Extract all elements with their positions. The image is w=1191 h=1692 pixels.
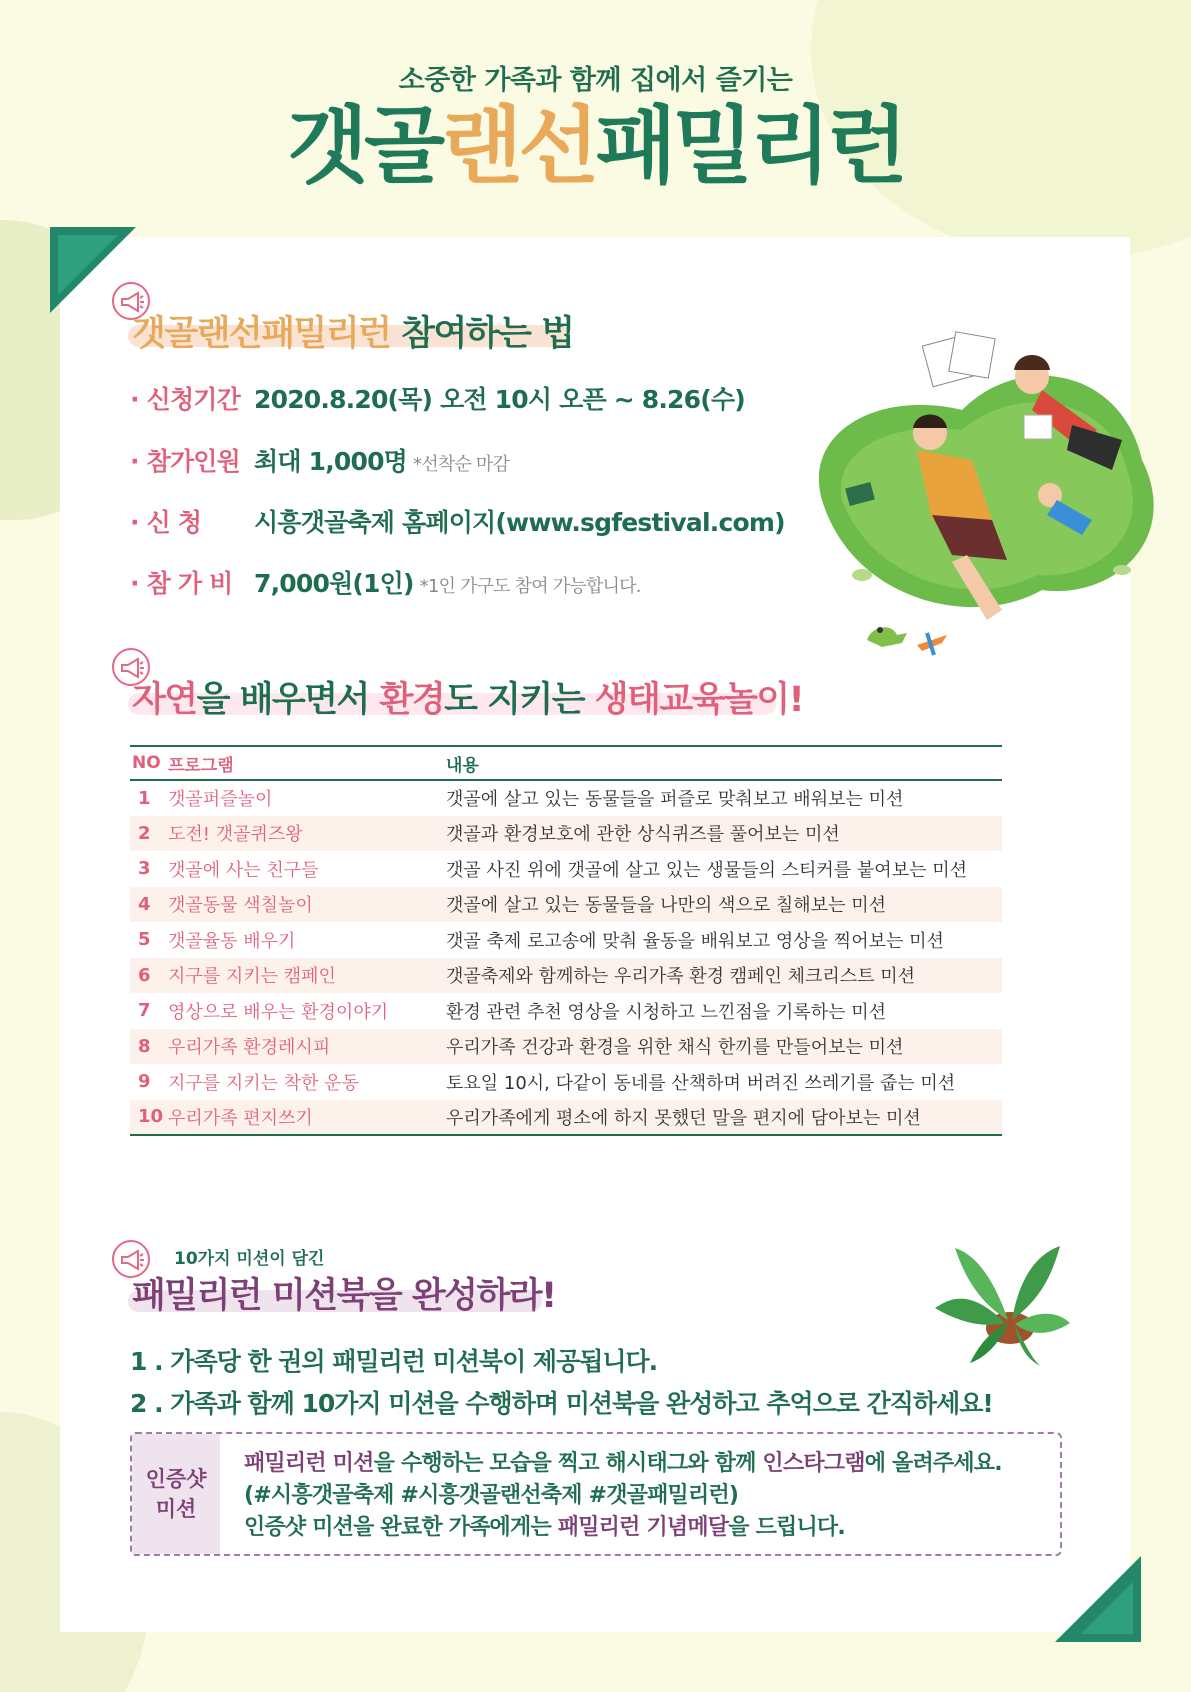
row-desc: 우리가족에게 평소에 하지 못했던 말을 편지에 담아보는 미션 [446, 1100, 1002, 1136]
row-no: 4 [130, 887, 168, 923]
info-note: *선착순 마감 [413, 454, 510, 475]
row-desc: 갯골 축제 로고송에 맞춰 율동을 배워보고 영상을 찍어보는 미션 [446, 930, 944, 952]
cert-emphasis: 인스타그램 [762, 1451, 865, 1476]
table-row [130, 816, 1002, 852]
row-program: 도전! 갯골퀴즈왕 [168, 816, 446, 852]
cert-line-1 [244, 1448, 1002, 1480]
cert-text: 에 올려주세요. [864, 1451, 1002, 1476]
row-no: 7 [138, 1000, 151, 1022]
row-desc: 갯골에 살고 있는 동물들을 퍼즐로 맞춰보고 배워보는 미션 [446, 789, 904, 811]
row-desc: 환경 관련 추천 영상을 시청하고 느낀점을 기록하는 미션 [446, 1001, 886, 1023]
table-row [130, 922, 1002, 958]
info-label: · 참가인원 [130, 447, 241, 476]
title-part: 도 지키는 [444, 680, 595, 720]
info-note: *1인 가구도 참여 가능합니다. [419, 576, 641, 597]
section-title-eco [132, 672, 803, 722]
table-row [130, 1029, 1002, 1065]
row-desc: 우리가족 건강과 환경을 위한 채식 한끼를 만들어보는 미션 [446, 1029, 1002, 1065]
info-value: 7,000원(1인) [254, 569, 414, 598]
cert-label-line: 미션 [155, 1497, 197, 1521]
row-desc: 갯골에 살고 있는 동물들을 나만의 색으로 칠해보는 미션 [446, 887, 1002, 923]
row-program: 우리가족 편지쓰기 [168, 1100, 446, 1136]
cert-label [132, 1434, 220, 1554]
header-no: NO [130, 746, 168, 780]
row-program: 영상으로 배우는 환경이야기 [168, 1001, 389, 1023]
info-value: 시흥갯골축제 홈페이지(www.sgfestival.com) [254, 508, 785, 537]
row-program: 갯골동물 색칠놀이 [168, 887, 446, 923]
row-no: 1 [138, 787, 151, 809]
title-accent: 랜선 [441, 97, 596, 195]
cert-emphasis: 패밀리런 기념메달 [557, 1515, 729, 1540]
row-no: 10 [130, 1100, 168, 1136]
table-row [130, 887, 1002, 923]
cert-emphasis: 패밀리런 미션 [244, 1451, 374, 1476]
header-program: 프로그램 [168, 746, 446, 780]
table-row [130, 780, 1002, 816]
row-program: 우리가족 환경레시피 [168, 1029, 446, 1065]
row-no: 5 [138, 929, 151, 951]
cert-text: 인증샷 미션을 완료한 가족에게는 [244, 1515, 558, 1540]
row-no: 3 [138, 858, 151, 880]
toys-illustration [862, 615, 952, 660]
info-value: 2020.8.20(목) 오전 10시 오픈 ~ 8.26(수) [254, 385, 745, 414]
row-no: 9 [138, 1071, 151, 1093]
program-table [130, 745, 1002, 1136]
corner-decoration [1081, 1582, 1133, 1634]
section-title-how-to [132, 306, 573, 356]
row-desc: 토요일 10시, 다같이 동네를 산책하며 버려진 쓰레기를 줍는 미션 [446, 1072, 956, 1094]
row-desc: 갯골축제와 함께하는 우리가족 환경 캠페인 체크리스트 미션 [446, 958, 1002, 994]
cert-description [244, 1448, 1002, 1544]
info-label: · 신청기간 [130, 385, 241, 414]
table-row [130, 958, 1002, 994]
cert-text: 을 수행하는 모습을 찍고 해시태그와 함께 [373, 1451, 763, 1476]
row-program: 갯골퍼즐놀이 [168, 789, 273, 811]
header-content: 내용 [446, 746, 1002, 780]
plant-icon [930, 1228, 1070, 1368]
table-row [130, 1100, 1002, 1136]
row-no: 8 [130, 1029, 168, 1065]
table-row [130, 993, 1002, 1029]
title-part: 을 배우면서 [196, 680, 380, 720]
table-row [130, 1064, 1002, 1100]
title-part1: 갯골 [286, 97, 442, 195]
row-no: 2 [130, 816, 168, 852]
mission-step-2: 2 . 가족과 함께 10가지 미션을 수행하며 미션북을 완성하고 추억으로 간직하세요! [130, 1389, 993, 1418]
row-desc: 갯골과 환경보호에 관한 상식퀴즈를 풀어보는 미션 [446, 816, 1002, 852]
cert-line-2: (#시흥갯골축제 #시흥갯골랜선축제 #갯골패밀리런) [244, 1483, 739, 1508]
info-row-period [130, 380, 745, 416]
row-program: 갯골에 사는 친구들 [168, 859, 319, 881]
cert-text: 을 드립니다. [728, 1515, 845, 1540]
corner-decoration [58, 235, 118, 295]
header-subtitle: 소중한 가족과 함께 집에서 즐기는 [398, 65, 793, 96]
info-row-fee [130, 564, 641, 600]
title-part2: 패밀리런 [595, 97, 905, 195]
mission-subtitle: 10가지 미션이 담긴 [174, 1249, 325, 1269]
row-desc: 갯골 사진 위에 갯골에 살고 있는 생물들의 스티커를 붙여보는 미션 [446, 859, 967, 881]
title-rest: 참여하는 법 [390, 314, 574, 354]
info-label: · 참 가 비 [130, 569, 233, 598]
info-value: 최대 1,000명 [254, 447, 408, 476]
cert-label-line: 인증샷 [145, 1467, 207, 1491]
row-program: 갯골율동 배우기 [168, 930, 296, 952]
title-highlight: 갯골랜선패밀리런 [132, 314, 391, 354]
row-program: 지구를 지키는 착한 운동 [168, 1072, 360, 1094]
cert-mission-box [130, 1432, 1062, 1556]
row-program: 지구를 지키는 캠페인 [168, 958, 446, 994]
mission-step-1: 1 . 가족당 한 권의 패밀리런 미션북이 제공됩니다. [130, 1347, 658, 1376]
page-title [0, 96, 1191, 196]
table-header-row [130, 746, 1002, 780]
row-no: 6 [130, 958, 168, 994]
info-row-apply [130, 503, 785, 539]
title-part: 생태교육놀이! [594, 680, 804, 720]
table-row [130, 851, 1002, 887]
info-row-capacity [130, 442, 509, 478]
section-title-missionbook [132, 1268, 556, 1318]
family-illustration [792, 330, 1172, 650]
cert-line-3 [244, 1512, 1002, 1544]
title-text: 패밀리런 미션북을 완성하라! [132, 1276, 556, 1316]
info-label: · 신 청 [130, 508, 202, 537]
title-part: 환경 [379, 680, 445, 720]
title-part: 자연 [132, 680, 197, 720]
